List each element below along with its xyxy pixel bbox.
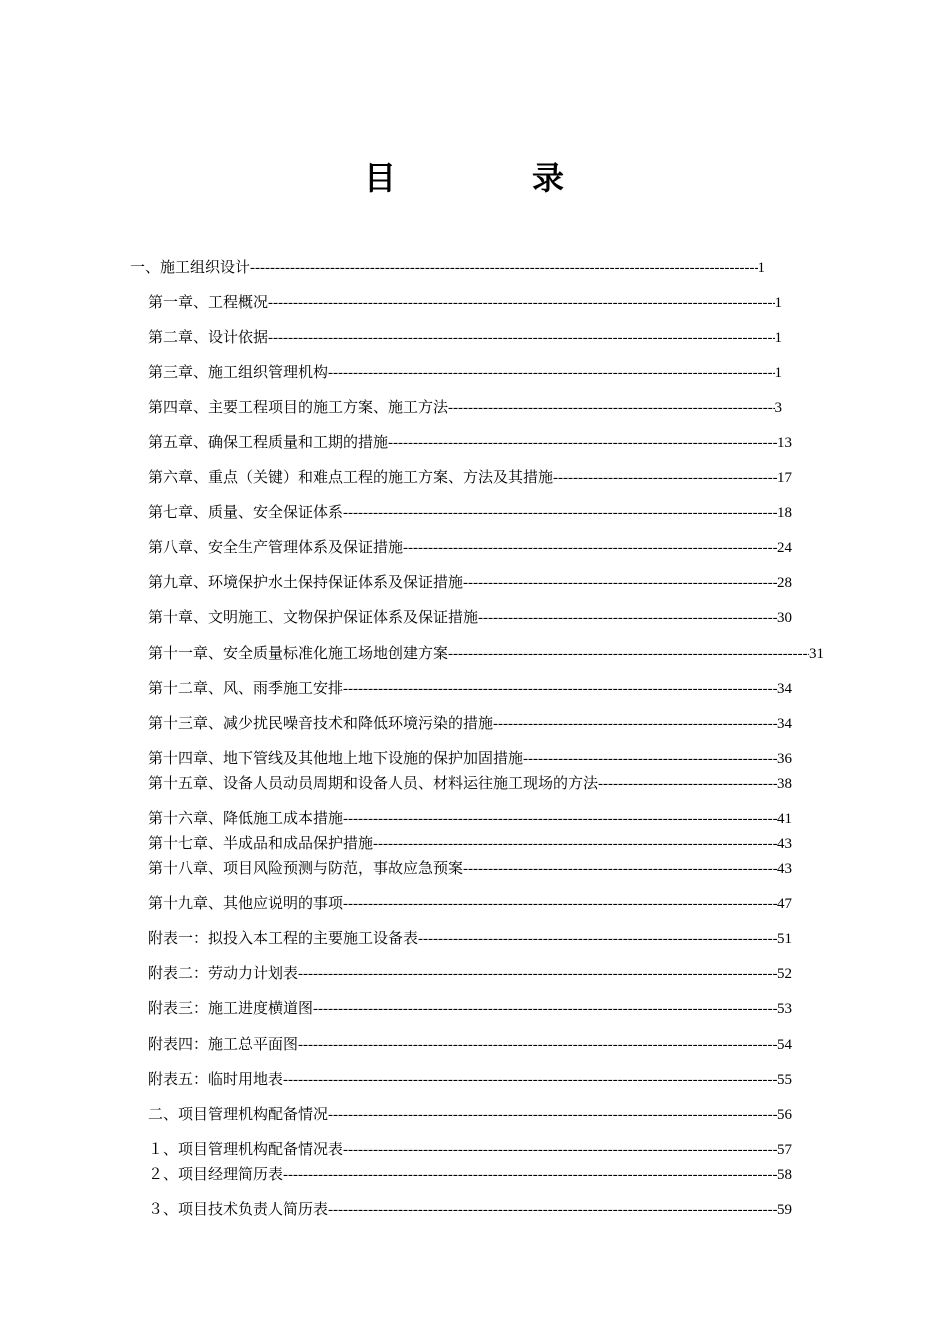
toc-leader bbox=[553, 468, 777, 488]
toc-entry-21[interactable] bbox=[148, 963, 792, 984]
toc-entry-text: 第十八章、项目风险预测与防范，事故应急预案 bbox=[148, 859, 464, 877]
toc-entry-page: 34 bbox=[777, 716, 792, 732]
toc-leader bbox=[343, 809, 777, 829]
toc-entry-page: 13 bbox=[777, 435, 792, 451]
toc-entry-page: 58 bbox=[777, 1167, 792, 1183]
toc-entry-13[interactable] bbox=[148, 713, 792, 734]
toc-entry-27[interactable] bbox=[148, 1164, 792, 1185]
toc-leader bbox=[328, 1105, 777, 1125]
toc-leader bbox=[328, 1200, 777, 1220]
toc-leader bbox=[328, 363, 774, 383]
toc-entry-page: 1 bbox=[774, 330, 782, 346]
toc-entry-page: 38 bbox=[777, 776, 792, 792]
toc-entry-text: 第三章、施工组织管理机构 bbox=[148, 363, 329, 381]
toc-entry-25[interactable] bbox=[148, 1104, 792, 1125]
toc-leader bbox=[313, 999, 777, 1019]
toc-leader bbox=[388, 433, 777, 453]
toc-leader bbox=[448, 398, 774, 418]
toc-entry-9[interactable] bbox=[148, 572, 792, 593]
toc-entry-3[interactable] bbox=[148, 362, 782, 383]
toc-leader bbox=[268, 328, 774, 348]
toc-entry-page: 30 bbox=[777, 610, 792, 626]
toc-entry-page: 1 bbox=[774, 295, 782, 311]
toc-leader bbox=[493, 714, 777, 734]
toc-entry-7[interactable] bbox=[148, 502, 792, 523]
toc-entry-page: 47 bbox=[777, 896, 792, 912]
toc-entry-text: 二、项目管理机构配备情况 bbox=[148, 1105, 329, 1123]
toc-leader bbox=[283, 1070, 777, 1090]
toc-leader bbox=[343, 894, 777, 914]
toc-entry-page: 53 bbox=[777, 1001, 792, 1017]
toc-entry-text: 第六章、重点（关键）和难点工程的施工方案、方法及其措施 bbox=[148, 468, 554, 486]
toc-entry-17[interactable] bbox=[148, 833, 792, 854]
toc-leader bbox=[478, 608, 777, 628]
page-title: 目 录 bbox=[363, 159, 616, 197]
toc-leader bbox=[418, 929, 777, 949]
toc-entry-text: 第十章、文明施工、文物保护保证体系及保证措施 bbox=[148, 608, 479, 626]
toc-leader bbox=[283, 1165, 777, 1185]
toc-entry-20[interactable] bbox=[148, 928, 792, 949]
toc-entry-page: 41 bbox=[777, 811, 792, 827]
toc-leader bbox=[463, 859, 777, 879]
toc-entry-text: 第四章、主要工程项目的施工方案、施工方法 bbox=[148, 398, 449, 416]
toc-leader bbox=[343, 1140, 777, 1160]
toc-entry-text: 附表一：拟投入本工程的主要施工设备表 bbox=[148, 929, 419, 947]
toc-entry-page: 24 bbox=[777, 540, 792, 556]
toc-entry-text: 第十七章、半成品和成品保护措施 bbox=[148, 834, 374, 852]
toc-entry-page: 17 bbox=[777, 470, 792, 486]
toc-entry-page: 28 bbox=[777, 575, 792, 591]
toc-entry-15[interactable] bbox=[148, 773, 792, 794]
toc-entry-text: 第五章、确保工程质量和工期的措施 bbox=[148, 433, 389, 451]
toc-entry-page: 3 bbox=[774, 400, 782, 416]
toc-entry-page: 34 bbox=[777, 681, 792, 697]
toc-entry-text: 附表四：施工总平面图 bbox=[148, 1035, 299, 1053]
toc-entry-page: 43 bbox=[777, 861, 792, 877]
toc-entry-text: 第十二章、风、雨季施工安排 bbox=[148, 679, 344, 697]
toc-entry-text: 第二章、设计依据 bbox=[148, 328, 269, 346]
toc-entry-11[interactable] bbox=[148, 643, 824, 664]
toc-entry-14[interactable] bbox=[148, 748, 792, 769]
toc-entry-24[interactable] bbox=[148, 1069, 792, 1090]
toc-leader bbox=[343, 679, 777, 699]
toc-entry-page: 51 bbox=[777, 931, 792, 947]
toc-leader bbox=[268, 293, 774, 313]
toc-entry-page: 57 bbox=[777, 1142, 792, 1158]
toc-entry-5[interactable] bbox=[148, 432, 792, 453]
toc-entry-22[interactable] bbox=[148, 998, 792, 1019]
toc-entry-23[interactable] bbox=[148, 1034, 792, 1055]
toc-entry-page: 1 bbox=[774, 365, 782, 381]
toc-leader bbox=[298, 964, 777, 984]
toc-leader bbox=[598, 774, 777, 794]
toc-entry-18[interactable] bbox=[148, 858, 792, 879]
toc-entry-text: ３、项目技术负责人简历表 bbox=[148, 1200, 329, 1218]
toc-entry-text: 第十一章、安全质量标准化施工场地创建方案 bbox=[148, 644, 449, 662]
toc-entry-page: 52 bbox=[777, 966, 792, 982]
toc-entry-text: 第七章、质量、安全保证体系 bbox=[148, 503, 344, 521]
toc-entry-16[interactable] bbox=[148, 808, 792, 829]
toc-entry-12[interactable] bbox=[148, 678, 792, 699]
toc-leader bbox=[298, 1035, 777, 1055]
toc-leader bbox=[373, 834, 777, 854]
toc-entry-page: 18 bbox=[777, 505, 792, 521]
toc-entry-1[interactable] bbox=[148, 292, 782, 313]
toc-entry-text: 第十六章、降低施工成本措施 bbox=[148, 809, 344, 827]
toc-entry-10[interactable] bbox=[148, 607, 792, 628]
toc-entry-2[interactable] bbox=[148, 327, 782, 348]
toc-entry-page: 59 bbox=[777, 1202, 792, 1218]
toc-entry-text: ２、项目经理简历表 bbox=[148, 1165, 284, 1183]
toc-leader bbox=[523, 749, 777, 769]
toc-entry-page: 55 bbox=[777, 1072, 792, 1088]
toc-entry-page: 31 bbox=[809, 646, 824, 662]
toc-entry-4[interactable] bbox=[148, 397, 782, 418]
toc-entry-page: 43 bbox=[777, 836, 792, 852]
toc-entry-text: 第十三章、减少扰民噪音技术和降低环境污染的措施 bbox=[148, 714, 494, 732]
toc-entry-0[interactable] bbox=[130, 257, 765, 278]
toc-entry-text: 附表二：劳动力计划表 bbox=[148, 964, 299, 982]
toc-entry-text: 第一章、工程概况 bbox=[148, 293, 269, 311]
toc-entry-text: 附表五：临时用地表 bbox=[148, 1070, 284, 1088]
toc-entry-page: 36 bbox=[777, 751, 792, 767]
toc-entry-text: １、项目管理机构配备情况表 bbox=[148, 1140, 344, 1158]
toc-entry-text: 第十九章、其他应说明的事项 bbox=[148, 894, 344, 912]
toc-entry-text: 第八章、安全生产管理体系及保证措施 bbox=[148, 538, 404, 556]
toc-leader bbox=[463, 573, 777, 593]
toc-entry-text: 第九章、环境保护水土保持保证体系及保证措施 bbox=[148, 573, 464, 591]
toc-entry-19[interactable] bbox=[148, 893, 792, 914]
toc-entry-page: 56 bbox=[777, 1107, 792, 1123]
toc-entry-text: 第十五章、设备人员动员周期和设备人员、材料运往施工现场的方法 bbox=[148, 774, 599, 792]
toc-entry-28[interactable] bbox=[148, 1199, 792, 1220]
toc-leader bbox=[250, 258, 757, 278]
toc-leader bbox=[448, 644, 809, 664]
toc-entry-26[interactable] bbox=[148, 1139, 792, 1160]
toc-entry-text: 附表三：施工进度横道图 bbox=[148, 999, 314, 1017]
toc-leader bbox=[403, 538, 777, 558]
toc-entry-page: 54 bbox=[777, 1037, 792, 1053]
toc-entry-text: 第十四章、地下管线及其他地上地下设施的保护加固措施 bbox=[148, 749, 524, 767]
toc-entry-8[interactable] bbox=[148, 537, 792, 558]
toc-entry-page: 1 bbox=[757, 260, 765, 276]
toc-entry-6[interactable] bbox=[148, 467, 792, 488]
toc-entry-text: 一、施工组织设计 bbox=[130, 258, 251, 276]
toc-leader bbox=[343, 503, 777, 523]
